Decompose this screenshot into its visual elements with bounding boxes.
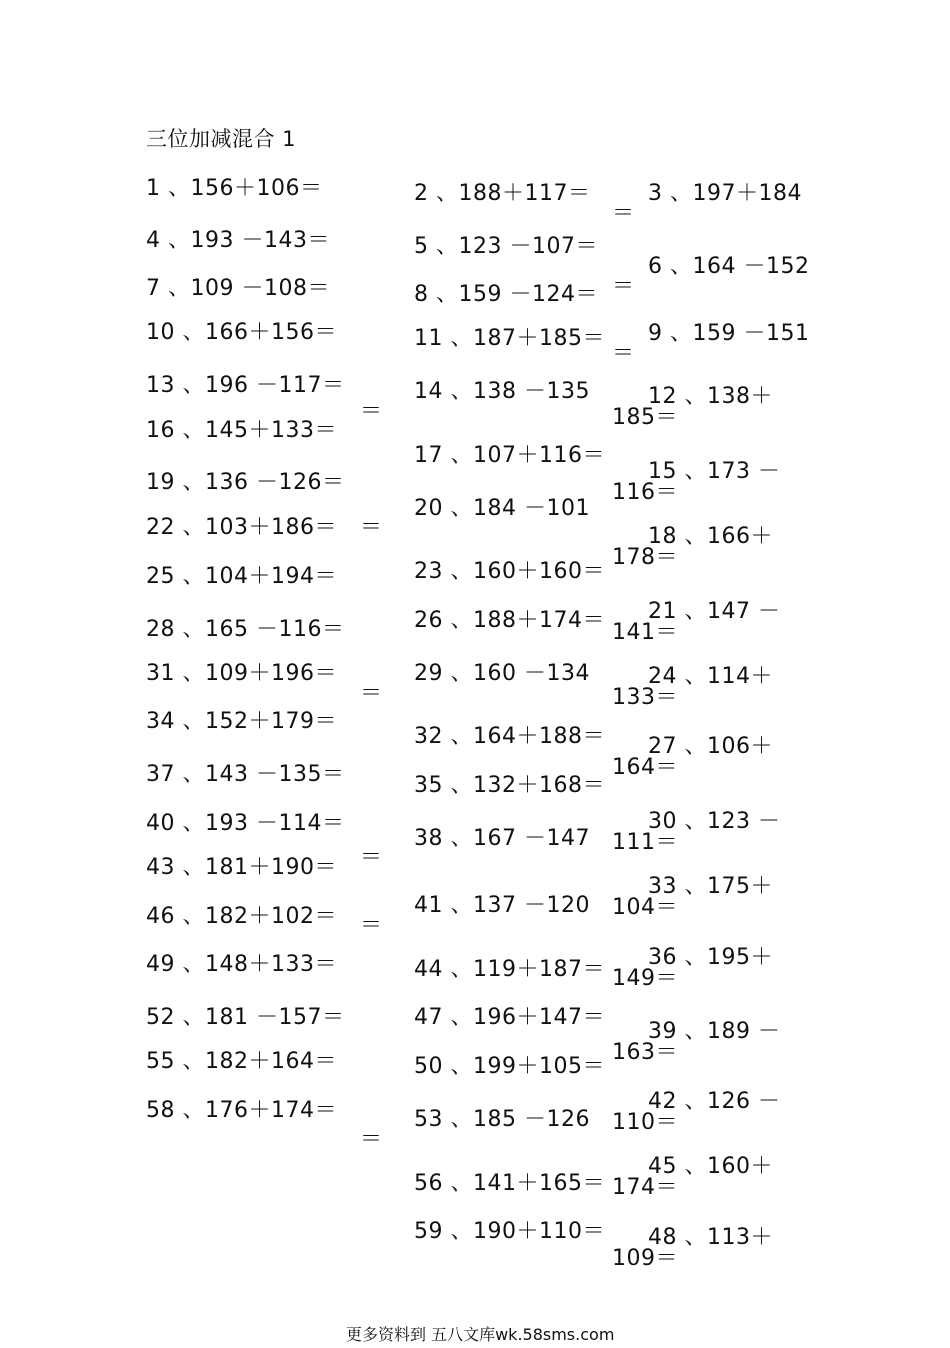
problem-col2-2: 5 、123 －107＝ — [414, 234, 598, 259]
answer-wrap-col3-10: 111＝ — [612, 830, 678, 855]
problem-col2-17: 50 、199＋105＝ — [414, 1054, 605, 1079]
answer-wrap-col3-4: 185＝ — [612, 405, 678, 430]
problem-col1-11: 31 、109＋196＝ — [146, 661, 337, 686]
problem-col3-16: 48 、113＋ — [648, 1225, 773, 1250]
problem-col2-11: 32 、164＋188＝ — [414, 724, 605, 749]
problem-col2-19: 56 、141＋165＝ — [414, 1171, 605, 1196]
problem-col1-16: 46 、182＋102＝ — [146, 904, 337, 929]
problem-col3-1: 3 、197＋184 — [648, 181, 802, 206]
problem-col1-8: 22 、103＋186＝ — [146, 515, 337, 540]
answer-wrap-col3-1: ＝ — [612, 201, 635, 226]
problem-col1-18: 52 、181 －157＝ — [146, 1005, 345, 1030]
problem-col2-6: 17 、107＋116＝ — [414, 443, 605, 468]
problem-col3-2: 6 、164 －152 — [648, 254, 810, 279]
problem-col3-9: 27 、106＋ — [648, 734, 773, 759]
answer-wrap-col3-6: 178＝ — [612, 545, 678, 570]
answer-wrap-col3-12: 149＝ — [612, 966, 678, 991]
answer-wrap-col3-16: 109＝ — [612, 1246, 678, 1271]
problem-col1-12: 34 、152＋179＝ — [146, 709, 337, 734]
problem-col2-13: 38 、167 －147 — [414, 826, 590, 851]
equals-overflow-col2-3: ＝ — [360, 681, 383, 706]
problem-col1-13: 37 、143 －135＝ — [146, 762, 345, 787]
problem-col2-5: 14 、138 －135 — [414, 379, 590, 404]
problem-col1-15: 43 、181＋190＝ — [146, 855, 337, 880]
problem-col1-9: 25 、104＋194＝ — [146, 564, 337, 589]
problem-col2-3: 8 、159 －124＝ — [414, 282, 598, 307]
problem-col3-3: 9 、159 －151 — [648, 321, 810, 346]
problem-col3-15: 45 、160＋ — [648, 1154, 773, 1179]
problem-col3-6: 18 、166＋ — [648, 524, 773, 549]
problem-col2-10: 29 、160 －134 — [414, 661, 590, 686]
problem-col1-5: 13 、196 －117＝ — [146, 373, 345, 398]
answer-wrap-col3-13: 163＝ — [612, 1040, 678, 1065]
problem-col1-7: 19 、136 －126＝ — [146, 470, 345, 495]
answer-wrap-col3-2: ＝ — [612, 274, 635, 299]
answer-wrap-col3-5: 116＝ — [612, 480, 678, 505]
answer-wrap-col3-9: 164＝ — [612, 755, 678, 780]
problem-col1-19: 55 、182＋164＝ — [146, 1049, 337, 1074]
answer-wrap-col3-8: 133＝ — [612, 685, 678, 710]
equals-overflow-col2-2: ＝ — [360, 515, 383, 540]
problem-col2-1: 2 、188＋117＝ — [414, 181, 591, 206]
problem-col2-12: 35 、132＋168＝ — [414, 773, 605, 798]
page-title: 三位加减混合 1 — [146, 127, 297, 151]
equals-overflow-col2-5: ＝ — [360, 913, 383, 938]
problem-col3-5: 15 、173 － — [648, 459, 781, 484]
problem-col3-7: 21 、147 － — [648, 599, 781, 624]
problem-col2-4: 11 、187＋185＝ — [414, 326, 605, 351]
problem-col3-10: 30 、123 － — [648, 809, 781, 834]
equals-overflow-col2-6: ＝ — [360, 1127, 383, 1152]
problem-col2-15: 44 、119＋187＝ — [414, 957, 605, 982]
equals-overflow-col2-1: ＝ — [360, 399, 383, 424]
problem-col3-13: 39 、189 － — [648, 1019, 781, 1044]
problem-col3-14: 42 、126 － — [648, 1089, 781, 1114]
problem-col2-18: 53 、185 －126 — [414, 1107, 590, 1132]
equals-overflow-col2-4: ＝ — [360, 845, 383, 870]
problem-col2-9: 26 、188＋174＝ — [414, 608, 605, 633]
footer-text: 更多资料到 五八文库wk.58sms.com — [346, 1325, 615, 1344]
problem-col3-8: 24 、114＋ — [648, 664, 773, 689]
problem-col3-12: 36 、195＋ — [648, 945, 773, 970]
answer-wrap-col3-3: ＝ — [612, 341, 635, 366]
answer-wrap-col3-11: 104＝ — [612, 895, 678, 920]
answer-wrap-col3-15: 174＝ — [612, 1175, 678, 1200]
problem-col2-8: 23 、160＋160＝ — [414, 559, 605, 584]
problem-col1-6: 16 、145＋133＝ — [146, 418, 337, 443]
problem-col1-10: 28 、165 －116＝ — [146, 617, 345, 642]
problem-col1-17: 49 、148＋133＝ — [146, 952, 337, 977]
answer-wrap-col3-7: 141＝ — [612, 620, 678, 645]
problem-col3-4: 12 、138＋ — [648, 384, 773, 409]
answer-wrap-col3-14: 110＝ — [612, 1110, 678, 1135]
problem-col1-14: 40 、193 －114＝ — [146, 811, 345, 836]
problem-col1-3: 7 、109 －108＝ — [146, 276, 330, 301]
problem-col1-4: 10 、166＋156＝ — [146, 320, 337, 345]
problem-col2-14: 41 、137 －120 — [414, 893, 590, 918]
problem-col1-1: 1 、156＋106＝ — [146, 176, 323, 201]
problem-col1-2: 4 、193 －143＝ — [146, 228, 330, 253]
problem-col3-11: 33 、175＋ — [648, 874, 773, 899]
problem-col2-7: 20 、184 －101 — [414, 496, 590, 521]
problem-col2-20: 59 、190＋110＝ — [414, 1219, 605, 1244]
problem-col2-16: 47 、196＋147＝ — [414, 1005, 605, 1030]
problem-col1-20: 58 、176＋174＝ — [146, 1098, 337, 1123]
